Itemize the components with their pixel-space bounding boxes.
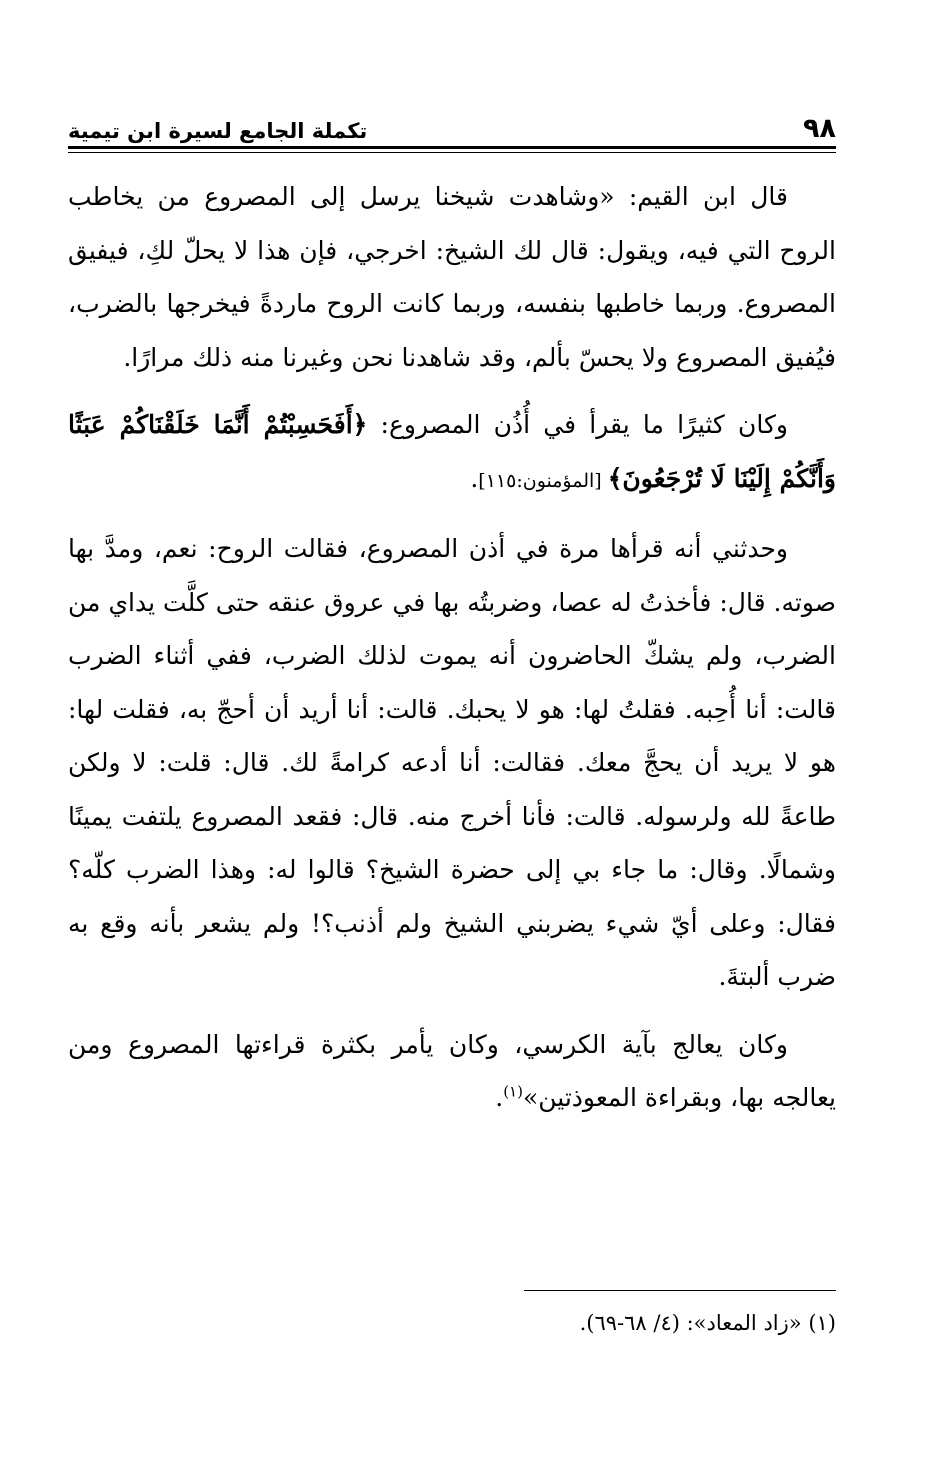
footnote-text: «زاد المعاد»: (٤/ ٦٨-٦٩).	[579, 1311, 802, 1335]
footnote-reference[interactable]: (١)	[503, 1082, 523, 1101]
paragraph-2	[68, 398, 836, 508]
paragraph-text: وحدثني أنه قرأها مرة في أذن المصروع، فقالت الروح: نعم، ومدَّ بها صوته. قال: فأخذتُ له عصا، وضربتُه بها في عروق عنقه حتى كلَّت يداي من الضرب، ولم يشكّ الحاضرون أنه يموت لذلك الضرب، ففي أثناء الضرب قالت: أنا أُحِبه. فقلتُ لها: هو لا يحبك. قالت: أنا أريد أن أحجّ به، فقلت لها: هو لا يريد أن يحجَّ معك. فقالت: أنا أدعه كرامةً لك. قال: قلت: لا ولكن طاعةً لله ولرسوله. قالت: فأنا أخرج منه. قال: فقعد المصروع يلتفت يمينًا وشمالًا. وقال: ما جاء بي إلى حضرة الشيخ؟ قالوا له: وهذا الضرب كلّه؟ فقال: وعلى أيّ شيء يضربني الشيخ ولم أذنب؟! ولم يشعر بأنه وقع به ضرب ألبتةَ.	[68, 534, 836, 991]
page-header	[68, 108, 836, 144]
footnote-marker: (١)	[808, 1311, 836, 1335]
footnote-1	[68, 1306, 836, 1340]
header-rule-thin	[68, 152, 836, 153]
paragraph-text: قال ابن القيم: «وشاهدت شيخنا يرسل إلى المصروع من يخاطب الروح التي فيه، ويقول: قال لك الشيخ: اخرجي، فإن هذا لا يحلّ لكِ، فيفيق المصروع. وربما خاطبها بنفسه، وربما كانت الروح ماردةً فيخرجها بالضرب، فيُفيق المصروع ولا يحسّ بألم، وقد شاهدنا نحن وغيرنا منه ذلك مرارًا.	[68, 182, 836, 372]
paragraph-4	[68, 1018, 836, 1125]
quran-verse: ﴿أَفَحَسِبْتُمْ أَنَّمَا خَلَقْنَاكُمْ عَبَثًا وَأَنَّكُمْ إِلَيْنَا لَا تُرْجَعُونَ﴾	[68, 410, 836, 493]
verse-citation: [المؤمنون:١١٥]	[478, 469, 608, 492]
paragraph-text: وكان كثيرًا ما يقرأ في أُذُن المصروع:	[367, 410, 788, 439]
running-title: تكملة الجامع لسيرة ابن تيمية	[68, 119, 368, 143]
main-text	[68, 170, 836, 1139]
paragraph-text: وكان يعالج بآية الكرسي، وكان يأمر بكثرة قراءتها المصروع ومن يعالجه بها، وبقراءة المعوذتين»	[68, 1029, 836, 1112]
paragraph-end: .	[495, 1083, 504, 1112]
header-rule-thick	[68, 146, 836, 149]
paragraph-end: .	[470, 463, 479, 493]
page-number: ٩٨	[803, 113, 836, 144]
footnote-separator	[524, 1290, 836, 1291]
paragraph-3	[68, 522, 836, 1004]
paragraph-1	[68, 170, 836, 384]
